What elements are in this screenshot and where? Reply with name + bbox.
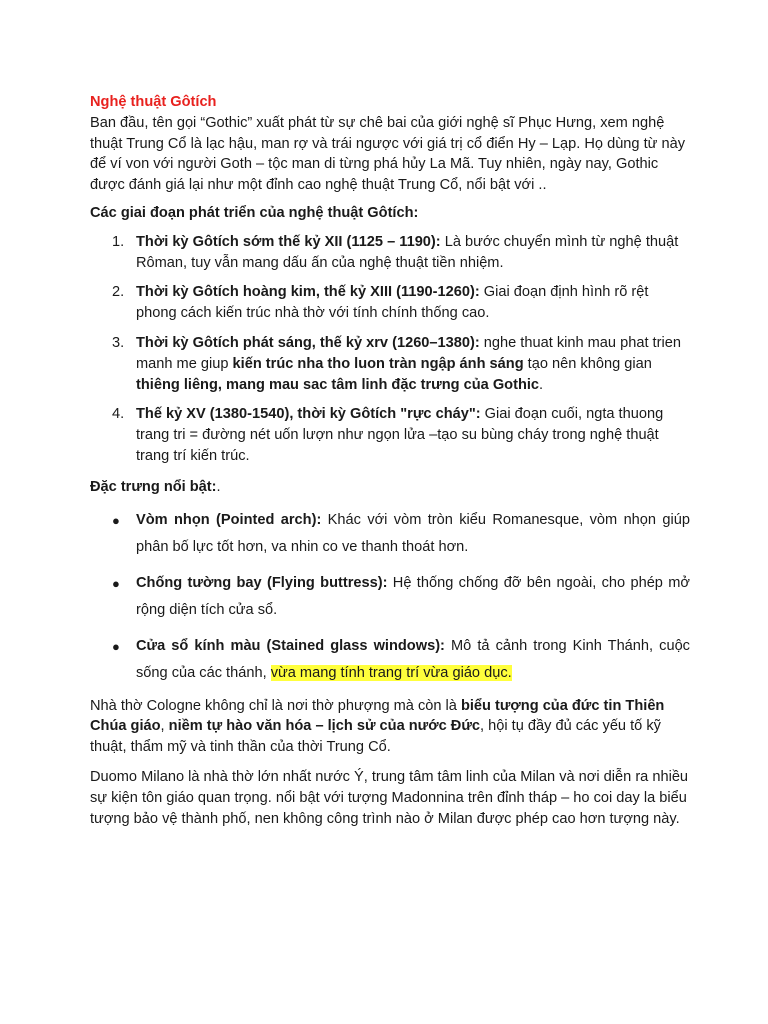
bold-phrase: biểu tượng của đức tin Thiên Chúa giáo: [90, 697, 665, 735]
list-item: [90, 633, 690, 687]
stage-title: Thế kỷ XV (1380-1540), thời kỳ Gôtích "rực cháy":: [136, 406, 481, 423]
cologne-paragraph: [90, 696, 690, 758]
stage-text: nghe thuat kinh mau phat trien manh me giup: [136, 334, 681, 372]
feature-text: Hệ thống chống đỡ bên ngoài, cho phép mở rộng diện tích cửa sổ.: [136, 574, 690, 618]
list-number: 2.: [112, 284, 125, 301]
stages-heading: Các giai đoạn phát triển của nghệ thuật Gôtích:: [90, 204, 419, 221]
paragraph-text: Nhà thờ Cologne không chỉ là nơi thờ phượng mà còn là: [90, 697, 461, 714]
bullet-icon: ●: [112, 512, 120, 528]
highlighted-text: vừa mang tính trang trí vừa giáo dục.: [270, 664, 512, 681]
stage-text: Giai đoạn cuối, ngta thuong trang tri = đường nét uốn lượn như ngọn lửa –tạo su bùng cháy trong nghệ thuật trang trí kiến trúc.: [136, 406, 664, 464]
features-heading-tail: .: [216, 478, 221, 495]
list-item: [90, 282, 690, 324]
document-title: Nghệ thuật Gôtích: [90, 94, 217, 110]
features-heading-text: Đặc trưng nổi bật:: [90, 478, 217, 495]
feature-text: Khác với vòm tròn kiểu Romanesque, vòm nhọn giúp phân bố lực tốt hơn, va nhin co ve thanh thoát hơn.: [136, 511, 690, 555]
milano-paragraph: Duomo Milano là nhà thờ lớn nhất nước Ý, trung tâm tâm linh của Milan và nơi diễn ra nhiều sự kiện tôn giáo quan trọng. nổi bật với tượng Madonnina trên đỉnh tháp – ho coi day la biểu tượng bảo vệ thành phố, nen không công trình nào ở Milan được phép cao hơn tượng này.: [90, 768, 689, 827]
list-number: 4.: [112, 406, 125, 423]
stage-bold-phrase: kiến trúc nha tho luon tràn ngập ánh sáng: [232, 355, 524, 372]
list-number: 1.: [112, 233, 125, 250]
stage-title: Thời kỳ Gôtích phát sáng, thế kỷ xrv (1260–1380):: [136, 334, 480, 351]
document-page: [90, 92, 690, 829]
stage-text: tạo nên không gian: [523, 355, 652, 372]
list-item: [90, 570, 690, 624]
bullet-icon: ●: [112, 638, 120, 654]
feature-text: Mô tả cảnh trong Kinh Thánh, cuộc sống của các thánh,: [136, 637, 690, 681]
stage-title: Thời kỳ Gôtích sớm thế kỷ XII (1125 – 1190):: [136, 233, 441, 250]
stages-list: [90, 232, 690, 467]
feature-title: Cửa sổ kính màu (Stained glass windows):: [136, 637, 445, 654]
intro-paragraph: Ban đầu, tên gọi “Gothic” xuất phát từ sự chê bai của giới nghệ sĩ Phục Hưng, xem nghệ thuật Trung Cổ là lạc hậu, man rợ và trái ngược với giá trị cổ điển Hy – Lạp. Họ dùng từ này để ví von với người Goth – tộc man di từng phá hủy La Mã. Tuy nhiên, ngày nay, Gothic được đánh giá lại như một đỉnh cao nghệ thuật Trung Cổ, nổi bật với ..: [90, 114, 686, 194]
stage-text: .: [539, 376, 544, 393]
list-item: [90, 232, 690, 274]
stage-text: Là bước chuyển mình từ nghệ thuật Rôman, tuy vẫn mang dấu ấn của nghệ thuật tiền nhiệm.: [136, 233, 679, 271]
list-item: [90, 333, 690, 395]
list-item: [90, 404, 690, 466]
paragraph-text: ,: [160, 718, 169, 735]
features-heading: [90, 477, 690, 498]
list-item: [90, 507, 690, 561]
feature-title: Vòm nhọn (Pointed arch):: [136, 511, 322, 528]
paragraph-text: , hội tụ đầy đủ các yếu tố kỹ thuật, thẩm mỹ và tinh thần của thời Trung Cổ.: [90, 718, 661, 756]
stage-title: Thời kỳ Gôtích hoàng kim, thế kỷ XIII (1190-1260):: [136, 284, 480, 301]
bold-phrase: niềm tự hào văn hóa – lịch sử của nước Đức: [168, 718, 481, 735]
feature-title: Chống tường bay (Flying buttress):: [136, 574, 388, 591]
stage-text: Giai đoạn định hình rõ rệt phong cách kiến trúc nhà thờ với tính chính thống cao.: [136, 284, 649, 322]
features-list: [90, 507, 690, 687]
stage-bold-phrase: thiêng liêng, mang mau sac tâm linh đặc trưng của Gothic: [136, 376, 540, 393]
list-number: 3.: [112, 334, 125, 351]
bullet-icon: ●: [112, 575, 120, 591]
